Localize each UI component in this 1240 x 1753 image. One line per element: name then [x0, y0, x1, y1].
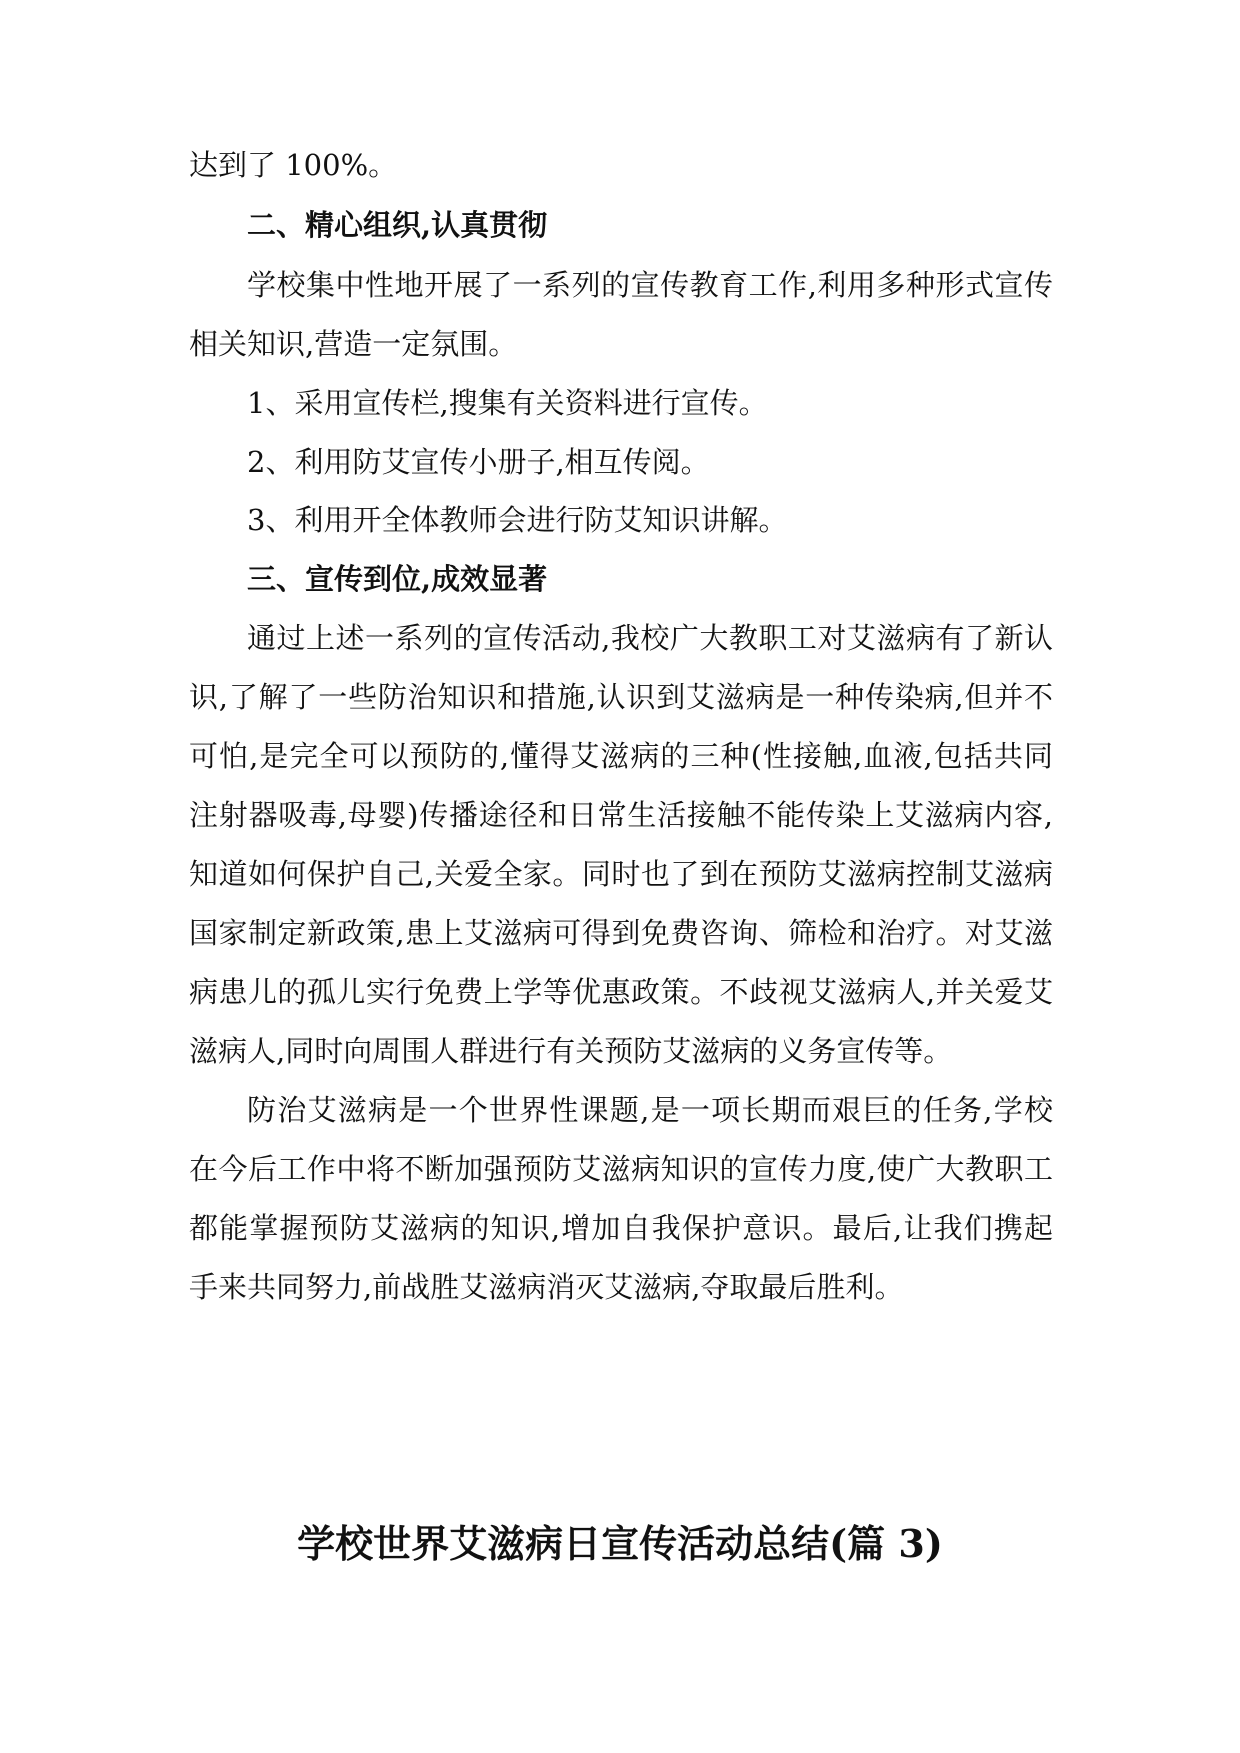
paragraph-line: 在今后工作中将不断加强预防艾滋病知识的宣传力度,使广大教职工: [189, 1152, 1053, 1186]
paragraph-line: 学校集中性地开展了一系列的宣传教育工作,利用多种形式宣传: [247, 268, 1053, 302]
paragraph-line: 滋病人,同时向周围人群进行有关预防艾滋病的义务宣传等。: [189, 1034, 953, 1068]
paragraph-line: 可怕,是完全可以预防的,懂得艾滋病的三种(性接触,血液,包括共同: [189, 739, 1053, 773]
paragraph-line: 知道如何保护自己,关爱全家。同时也了到在预防艾滋病控制艾滋病: [189, 857, 1053, 891]
section-heading-2: 二、精心组织,认真贯彻: [247, 208, 548, 242]
paragraph-line: 病患儿的孤儿实行免费上学等优惠政策。不歧视艾滋病人,并关爱艾: [189, 975, 1053, 1009]
paragraph-line: 都能掌握预防艾滋病的知识,增加自我保护意识。最后,让我们携起: [189, 1211, 1053, 1245]
paragraph-line: 通过上述一系列的宣传活动,我校广大教职工对艾滋病有了新认: [247, 621, 1053, 655]
paragraph-line: 防治艾滋病是一个世界性课题,是一项长期而艰巨的任务,学校: [247, 1093, 1053, 1127]
section-heading-3: 三、宣传到位,成效显著: [247, 562, 548, 596]
paragraph-line: 识,了解了一些防治知识和措施,认识到艾滋病是一种传染病,但并不: [189, 680, 1053, 714]
list-item: 2、利用防艾宣传小册子,相互传阅。: [247, 445, 710, 479]
paragraph-line: 手来共同努力,前战胜艾滋病消灭艾滋病,夺取最后胜利。: [189, 1270, 904, 1304]
document-title: 学校世界艾滋病日宣传活动总结(篇 3): [297, 1521, 943, 1566]
paragraph-line: 国家制定新政策,患上艾滋病可得到免费咨询、筛检和治疗。对艾滋: [189, 916, 1053, 950]
list-item: 1、采用宣传栏,搜集有关资料进行宣传。: [247, 386, 768, 420]
paragraph-line: 注射器吸毒,母婴)传播途径和日常生活接触不能传染上艾滋病内容,: [189, 798, 1053, 832]
paragraph-line: 达到了 100%。: [189, 148, 398, 182]
paragraph-line: 相关知识,营造一定氛围。: [189, 327, 518, 361]
list-item: 3、利用开全体教师会进行防艾知识讲解。: [247, 503, 788, 537]
